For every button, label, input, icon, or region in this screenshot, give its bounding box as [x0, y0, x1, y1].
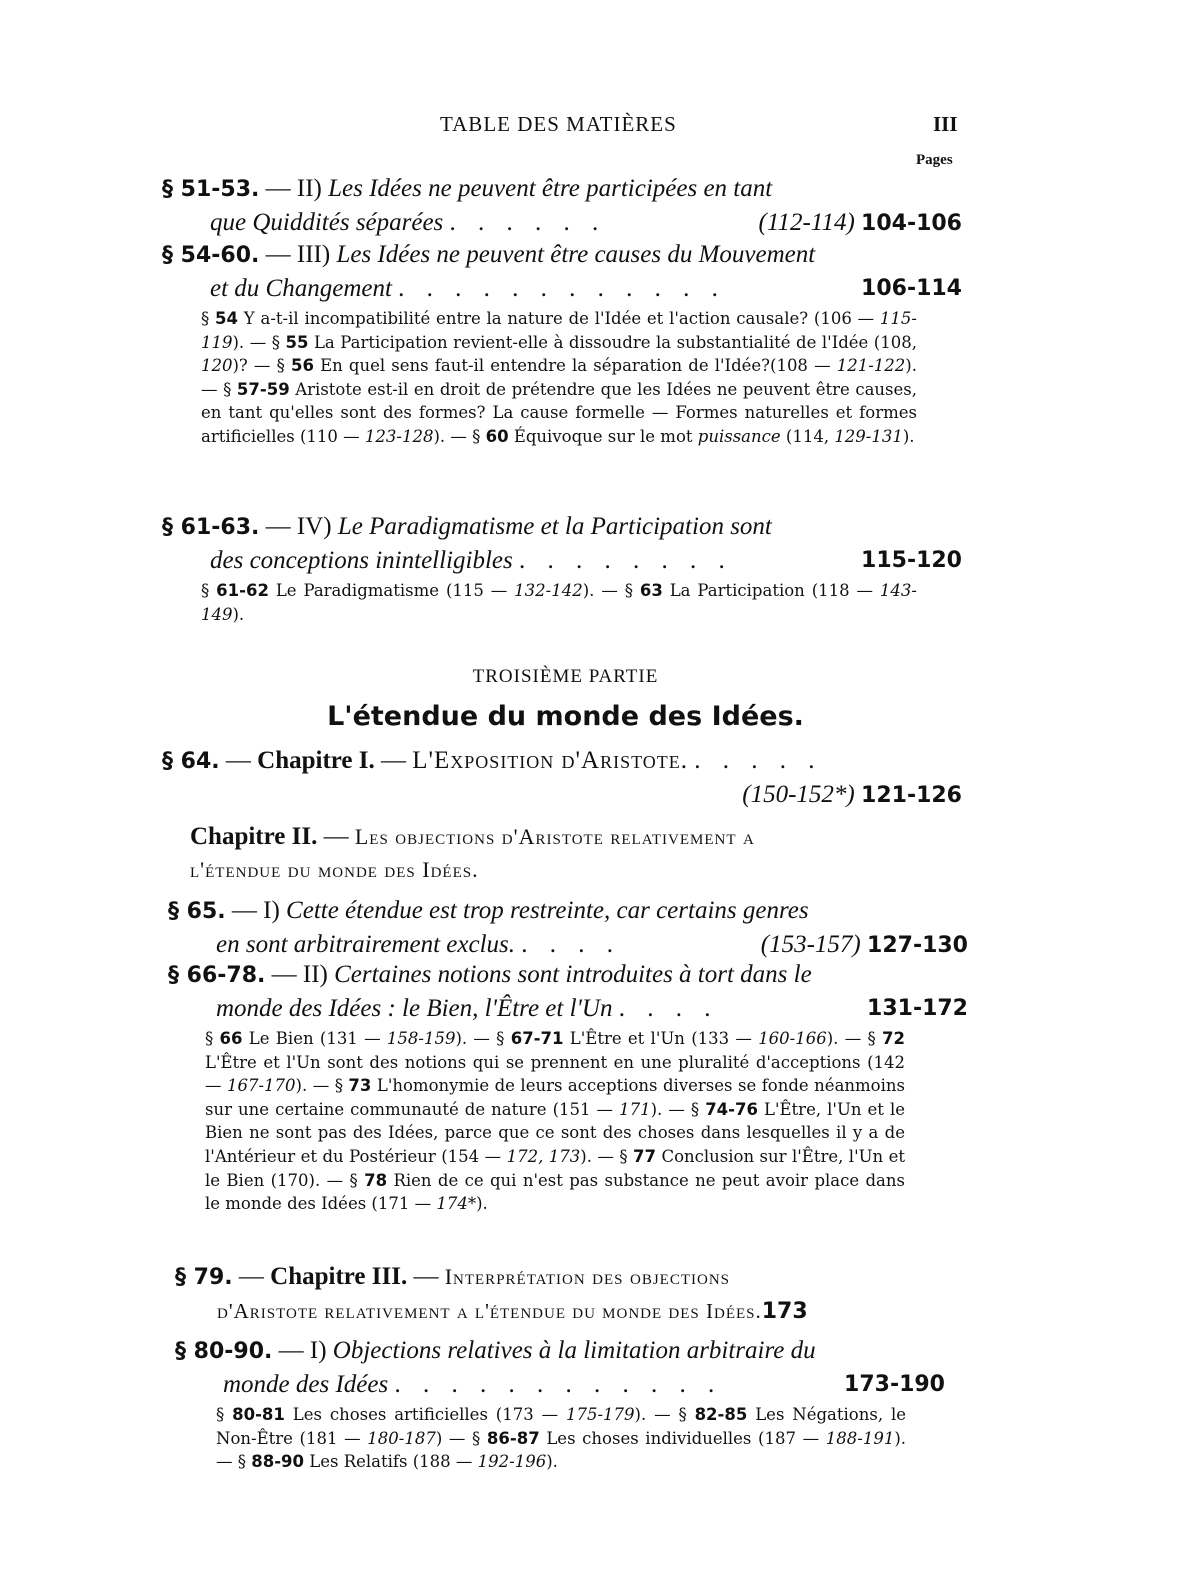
- toc-chapter-2: [190, 820, 910, 886]
- summary-text: La Participation revient-elle à dissoudre la substantialité de l'Idée (108,: [308, 332, 917, 352]
- summary-text: ). — §: [580, 1146, 634, 1166]
- section-number: § 54-60.: [162, 243, 260, 268]
- section-ref: 56: [290, 356, 314, 376]
- summary-text: L'Être, l'Un et le Bien ne sont pas des Idées, parce que ce sont des choses dans lesquelles il y a de l'Antérieur et du Postérieur (154 —: [205, 1099, 906, 1166]
- summary-text: ).: [476, 1194, 488, 1214]
- entry-pages: 131-172: [867, 996, 968, 1021]
- toc-entry-66-78: [168, 958, 968, 1025]
- section-ref: 67-71: [510, 1029, 564, 1048]
- chapter-title: L'Exposition d'Aristote.: [412, 747, 689, 774]
- page-number: III: [933, 112, 958, 136]
- entry-title-cont: monde des Idées : le Bien, l'Être et l'Un: [216, 995, 613, 1022]
- summary-text: Équivoque sur le mot: [508, 426, 698, 446]
- page-ref: 115-119: [201, 309, 917, 352]
- summary-text: Y a-t-il incompatibilité entre la nature de l'Idée et l'action causale? (106 —: [238, 309, 880, 328]
- page-ref: 192-196: [477, 1452, 547, 1472]
- entry-title-cont: en sont arbitrairement exclus.: [216, 931, 516, 958]
- section-number: § 66-78.: [168, 963, 266, 988]
- section-ref: 80-81: [232, 1405, 285, 1424]
- summary-text: Les choses artificielles (173 —: [284, 1405, 566, 1424]
- section-ref: 63: [639, 581, 663, 600]
- summary-text: ). — §: [455, 1029, 511, 1048]
- page-ref: 167-170: [226, 1076, 296, 1096]
- chapter-title-cont: d'Aristote relativement a l'étendue du monde des Idées.: [217, 1299, 762, 1323]
- summary-text: §: [201, 581, 217, 600]
- section-number: § 79.: [175, 1265, 233, 1290]
- summary-text: Conclusion sur l'Être, l'Un et le Bien (170). — §: [205, 1146, 905, 1190]
- section-ref: 86-87: [486, 1428, 540, 1448]
- entry-title: Cette étendue est trop restreinte, car certains genres: [286, 897, 809, 924]
- summary-text: §: [205, 1029, 220, 1048]
- summary-text: Les Relatifs (188 —: [304, 1452, 478, 1472]
- section-ref: 78: [364, 1170, 388, 1190]
- summary-paragraph-61-63: [201, 579, 917, 626]
- section-ref: 66: [219, 1029, 243, 1048]
- page-ref: 174*: [436, 1194, 477, 1214]
- summary-text: L'Être et l'Un sont des notions qui se prennent en une pluralité d'acceptions (142 —: [205, 1052, 905, 1096]
- chapter-dash: —: [407, 1263, 445, 1290]
- entry-ref: (153-157): [760, 931, 861, 958]
- entry-title-cont: des conceptions inintelligibles: [210, 547, 513, 574]
- leader-dots: . . . . . . . . . . . .: [394, 1371, 723, 1398]
- section-ref: 82-85: [694, 1405, 748, 1424]
- part-label: TROISIÈME PARTIE: [472, 666, 659, 687]
- section-ref: 55: [285, 332, 309, 352]
- leader-dots: . . . . . . . .: [518, 547, 733, 574]
- summary-text: ). — §: [582, 581, 640, 600]
- summary-paragraph-54-60: [201, 307, 917, 449]
- entry-title: Les Idées ne peuvent être causes du Mouvement: [336, 241, 816, 268]
- summary-text: L'homonymie de leurs acceptions diverses se fonde néanmoins sur une certaine communauté de nature (151 —: [205, 1076, 905, 1119]
- section-dash: — II): [259, 175, 329, 202]
- section-dash: — I): [225, 897, 287, 924]
- entry-pages: 121-126: [861, 783, 962, 808]
- page-ref: 180-187: [367, 1428, 436, 1448]
- summary-text: ). — §: [650, 1099, 706, 1119]
- summary-text: ). — §: [295, 1076, 349, 1096]
- section-number: § 80-90.: [175, 1339, 273, 1364]
- section-ref: 77: [633, 1146, 657, 1166]
- section-dash: — III): [259, 241, 337, 268]
- entry-pages: 173-190: [844, 1372, 945, 1397]
- entry-pages: 127-130: [867, 933, 968, 958]
- entry-pages: 173: [761, 1299, 808, 1324]
- entry-pages: 106-114: [861, 276, 962, 301]
- page-ref: 129-131: [834, 426, 903, 446]
- section-dash: — II): [265, 961, 335, 988]
- summary-text: ).: [902, 426, 915, 446]
- summary-text: )? — §: [232, 356, 291, 376]
- summary-text: ).: [232, 604, 245, 624]
- summary-text: Le Bien (131 —: [242, 1029, 387, 1048]
- section-number: § 65.: [168, 899, 226, 924]
- section-ref: 57-59: [236, 379, 290, 399]
- summary-text: ) — §: [435, 1428, 487, 1448]
- page-ref: 160-166: [758, 1029, 827, 1048]
- summary-text: ). — §: [826, 1029, 883, 1048]
- summary-text: Les Négations, le Non-Être (181 —: [216, 1405, 906, 1448]
- summary-text: En quel sens faut-il entendre la séparation de l'Idée?(108 —: [313, 356, 837, 376]
- summary-text: §: [201, 309, 216, 328]
- chapter-dash: —: [374, 747, 413, 774]
- page-ref: 123-128: [364, 426, 434, 446]
- page-ref: 143-149: [201, 581, 917, 624]
- leader-dots: . . . .: [618, 995, 719, 1022]
- section-ref: 88-90: [251, 1452, 305, 1472]
- section-dash: — I): [272, 1337, 333, 1364]
- toc-entry-54-60: [162, 238, 962, 305]
- summary-text: ).: [546, 1452, 558, 1472]
- page-ref: 120: [201, 356, 233, 376]
- section-ref: 60: [485, 426, 509, 446]
- running-header: TABLE DES MATIÈRES: [440, 112, 677, 136]
- toc-entry-65: [168, 894, 968, 962]
- section-number: § 61-63.: [162, 515, 260, 540]
- entry-title: Certaines notions sont introduites à tort dans le: [334, 961, 812, 988]
- entry-title-cont: monde des Idées: [223, 1371, 389, 1398]
- chapter-label: Chapitre I.: [257, 747, 375, 774]
- page-ref: 172, 173: [506, 1146, 581, 1166]
- summary-text: Rien de ce qui n'est pas substance ne peut avoir place dans le monde des Idées (171 —: [205, 1170, 905, 1214]
- entry-title-cont: et du Changement: [210, 275, 392, 302]
- summary-text: La Participation (118 —: [662, 581, 880, 600]
- entry-title: Objections relatives à la limitation arbitraire du: [332, 1337, 816, 1364]
- page-ref: 121-122: [836, 356, 906, 376]
- page-ref: 175-179: [565, 1405, 635, 1424]
- part-title: L'étendue du monde des Idées.: [327, 701, 804, 732]
- page-ref: 171: [619, 1099, 651, 1119]
- page-ref: 132-142: [514, 581, 583, 600]
- summary-text: ). — §: [216, 1428, 906, 1472]
- summary-text: ). — §: [201, 356, 917, 399]
- entry-pages: 115-120: [861, 548, 962, 573]
- leader-dots: . . . . . .: [449, 209, 607, 236]
- leader-dots: . . . .: [521, 931, 622, 958]
- entry-ref: (150-152*): [742, 781, 855, 808]
- section-number: § 51-53.: [162, 177, 260, 202]
- page-ref: puissance: [697, 426, 781, 446]
- summary-text: Le Paradigmatisme (115 —: [268, 581, 515, 600]
- summary-text: ). — §: [433, 426, 486, 446]
- chapter-label: Chapitre II.: [190, 823, 318, 850]
- entry-title-cont: que Quiddités séparées: [210, 209, 444, 236]
- summary-text: L'Être et l'Un (133 —: [563, 1029, 759, 1048]
- page-ref: 188-191: [825, 1428, 895, 1448]
- leader-dots: . . . . . . . . . . . .: [398, 275, 726, 302]
- section-ref: 54: [215, 309, 239, 328]
- section-ref: 74-76: [705, 1099, 758, 1119]
- summary-paragraph-80-90: [216, 1403, 906, 1474]
- pages-column-label: Pages: [916, 152, 953, 168]
- summary-text: (114,: [780, 426, 835, 446]
- section-ref: 72: [882, 1029, 905, 1048]
- chapter-title-cont: l'étendue du monde des Idées.: [190, 857, 479, 882]
- summary-text: ). — §: [634, 1405, 695, 1424]
- page-ref: 158-159: [386, 1029, 456, 1048]
- entry-title: Les Idées ne peuvent être participées en tant: [328, 175, 773, 202]
- summary-text: §: [216, 1405, 233, 1424]
- toc-entry-51-53: [162, 172, 962, 240]
- toc-entry-64: [162, 744, 962, 812]
- toc-entry-61-63: [162, 510, 962, 577]
- summary-text: Les choses individuelles (187 —: [539, 1428, 826, 1448]
- summary-text: ). — §: [232, 332, 286, 352]
- leader-dots: . . . . .: [694, 747, 823, 774]
- section-ref: 61-62: [216, 581, 269, 600]
- entry-ref: (112-114): [758, 209, 855, 236]
- section-dash: — IV): [259, 513, 338, 540]
- section-dash: —: [219, 747, 258, 774]
- section-dash: —: [232, 1263, 271, 1290]
- toc-entry-79: [175, 1260, 945, 1328]
- chapter-title: Les objections d'Aristote relativement a: [354, 824, 755, 849]
- section-number: § 64.: [162, 749, 220, 774]
- entry-title: Le Paradigmatisme et la Participation sont: [337, 513, 772, 540]
- chapter-label: Chapitre III.: [270, 1263, 408, 1290]
- summary-text: Aristote est-il en droit de prétendre que les Idées ne peuvent être causes, en tant qu'elles sont des formes? La cause formelle — Formes naturelles et formes artificielles (110 —: [201, 379, 917, 446]
- entry-pages: 104-106: [861, 211, 962, 236]
- section-ref: 73: [348, 1076, 372, 1096]
- chapter-dash: —: [317, 823, 355, 850]
- chapter-title: Interprétation des objections: [444, 1264, 731, 1289]
- toc-entry-80-90: [175, 1334, 945, 1401]
- summary-paragraph-66-78: [205, 1027, 905, 1216]
